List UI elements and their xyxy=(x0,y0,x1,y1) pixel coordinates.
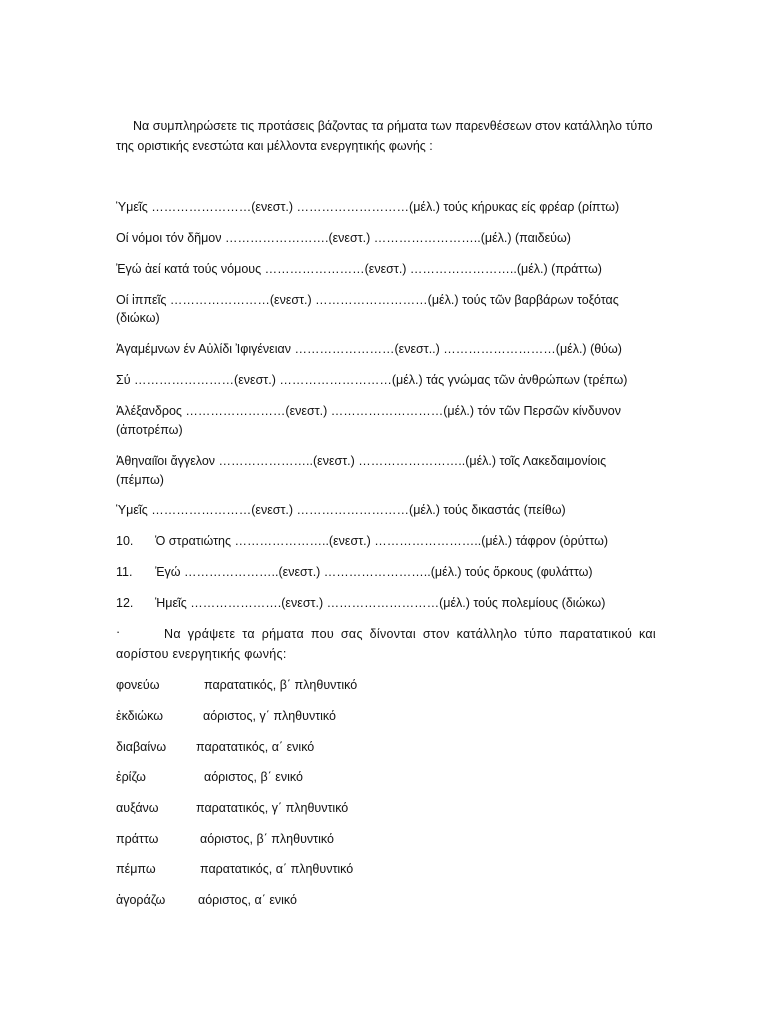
verb-2-form: αόριστος, γ΄ πληθυντικό xyxy=(203,709,336,723)
verb-1: φονεύω xyxy=(116,678,160,692)
verb-4-form: αόριστος, β΄ ενικό xyxy=(204,770,303,784)
verb-3: διαβαίνω xyxy=(116,740,167,754)
sentence-9: Ὑμεῖς ……………………(ενεστ.) ………………………(μέλ.) τούς δικαστάς (πείθω) xyxy=(116,503,566,517)
sentence-10: Ὁ στρατιώτης …………………..(ενεστ.) ……………………..(μέλ.) τάφρον (ὀρύττω) xyxy=(155,534,609,548)
sentence-4: Οί ἱππεῖς ……………………(ενεστ.) ………………………(μέλ.) τούς τῶν βαρβάρων τοξότας xyxy=(116,293,619,307)
bullet-marker: · xyxy=(116,625,121,639)
verb-6: πράττω xyxy=(116,832,159,846)
sentence-11-number: 11. xyxy=(116,565,133,579)
verb-3-form: παρατατικός, α΄ ενικό xyxy=(196,740,315,754)
instructions-tenses: Να γράψετε τα ρήματα που σας δίνονται στον κατάλληλο τύπο παρατατικού και αορίστου ενεργητικής φωνής: xyxy=(116,627,656,661)
sentence-8: Ἀθηναιῖοι ἄγγελον …………………..(ενεστ.) ……………………..(μέλ.) τοῖς Λακεδαιμονίοις xyxy=(116,454,607,468)
verb-1-form: παρατατικός, β΄ πληθυντικό xyxy=(204,678,358,692)
sentence-8-verb: (πέμπω) xyxy=(116,473,164,487)
instructions-fill-in: Να συμπληρώσετε τις προτάσεις βάζοντας τα ρήματα των παρενθέσεων στον κατάλληλο τύπο της οριστικής ενεστώτα και μέλλοντα ενεργητικής φωνής : xyxy=(116,119,653,153)
sentence-2: Οί νόμοι τόν δῆμον …………………….(ενεστ.) ……………………..(μέλ.) (παιδεύω) xyxy=(116,231,571,245)
verb-2: ἐκδιώκω xyxy=(116,709,164,723)
sentence-12: Ἡμεῖς ………………….(ενεστ.) ………………………(μέλ.) τούς πολεμίους (διώκω) xyxy=(155,596,606,610)
sentence-10-number: 10. xyxy=(116,534,134,548)
sentence-4-verb: (διώκω) xyxy=(116,311,160,325)
verb-8: ἀγοράζω xyxy=(116,893,166,907)
verb-7: πέμπω xyxy=(116,862,156,876)
verb-5-form: παρατατικός, γ΄ πληθυντικό xyxy=(196,801,349,815)
verb-6-form: αόριστος, β΄ πληθυντικό xyxy=(200,832,334,846)
verb-8-form: αόριστος, α΄ ενικό xyxy=(198,893,297,907)
sentence-7: Ἀλέξανδρος ……………………(ενεστ.) ………………………(μέλ.) τόν τῶν Περσῶν κίνδυνον xyxy=(116,404,621,418)
sentence-7-verb: (ἀποτρέπω) xyxy=(116,423,183,437)
verb-5: αυξάνω xyxy=(116,801,159,815)
sentence-12-number: 12. xyxy=(116,596,134,610)
sentence-1: Ὑμεῖς ……………………(ενεστ.) ………………………(μέλ.) τούς κήρυκας είς φρέαρ (ρίπτω) xyxy=(116,200,620,214)
sentence-11: Ἐγώ …………………..(ενεστ.) ……………………..(μέλ.) τούς ὅρκους (φυλάττω) xyxy=(155,565,593,579)
sentence-3: Ἐγώ ἀεί κατά τούς νόμους ……………………(ενεστ.) ……………………..(μέλ.) (πράττω) xyxy=(116,262,602,276)
sentence-5: Ἀγαμέμνων έν Αὐλίδι Ἰφιγένειαν ……………………(ενεστ..) ………………………(μέλ.) (θύω) xyxy=(116,342,622,356)
verb-7-form: παρατατικός, α΄ πληθυντικό xyxy=(200,862,354,876)
sentence-6: Σύ ……………………(ενεστ.) ………………………(μέλ.) τάς γνώμας τῶν ἀνθρώπων (τρέπω) xyxy=(116,373,628,387)
verb-4: ἐρίζω xyxy=(116,770,146,784)
